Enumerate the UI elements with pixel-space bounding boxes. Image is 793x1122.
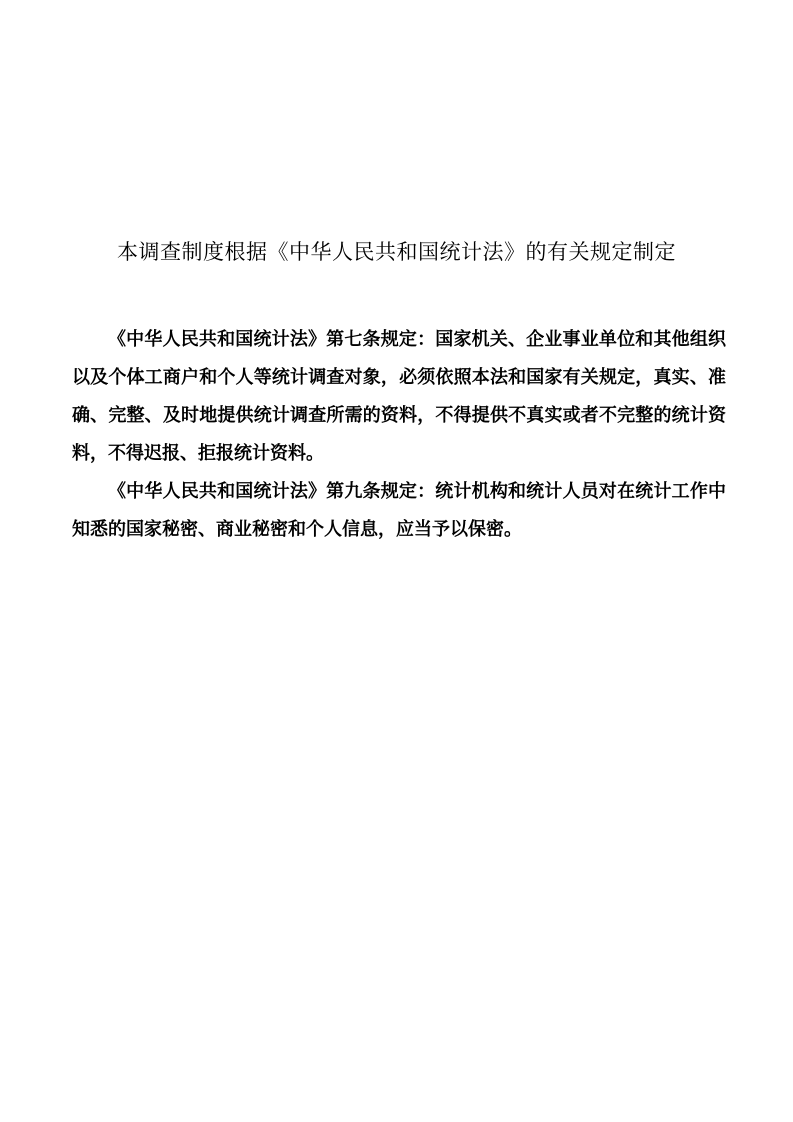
document-title: 本调查制度根据《中华人民共和国统计法》的有关规定制定 [117,240,676,264]
paragraph-1-line: 料，不得迟报、拒报统计资料。 [72,443,324,463]
paragraph-2-line: 《中华人民共和国统计法》第九条规定：统计机构和统计人员对在统计工作中 [108,481,726,501]
paragraph-2-line: 知悉的国家秘密、商业秘密和个人信息，应当予以保密。 [72,519,522,539]
paragraph-1-line: 《中华人民共和国统计法》第七条规定：国家机关、企业事业单位和其他组织 [108,329,726,349]
paragraph-block [72,320,726,548]
paragraph-1-line: 确、完整、及时地提供统计调查所需的资料，不得提供不真实或者不完整的统计资 [72,405,726,425]
paragraph-1-line: 以及个体工商户和个人等统计调查对象，必须依照本法和国家有关规定，真实、准 [72,367,726,387]
